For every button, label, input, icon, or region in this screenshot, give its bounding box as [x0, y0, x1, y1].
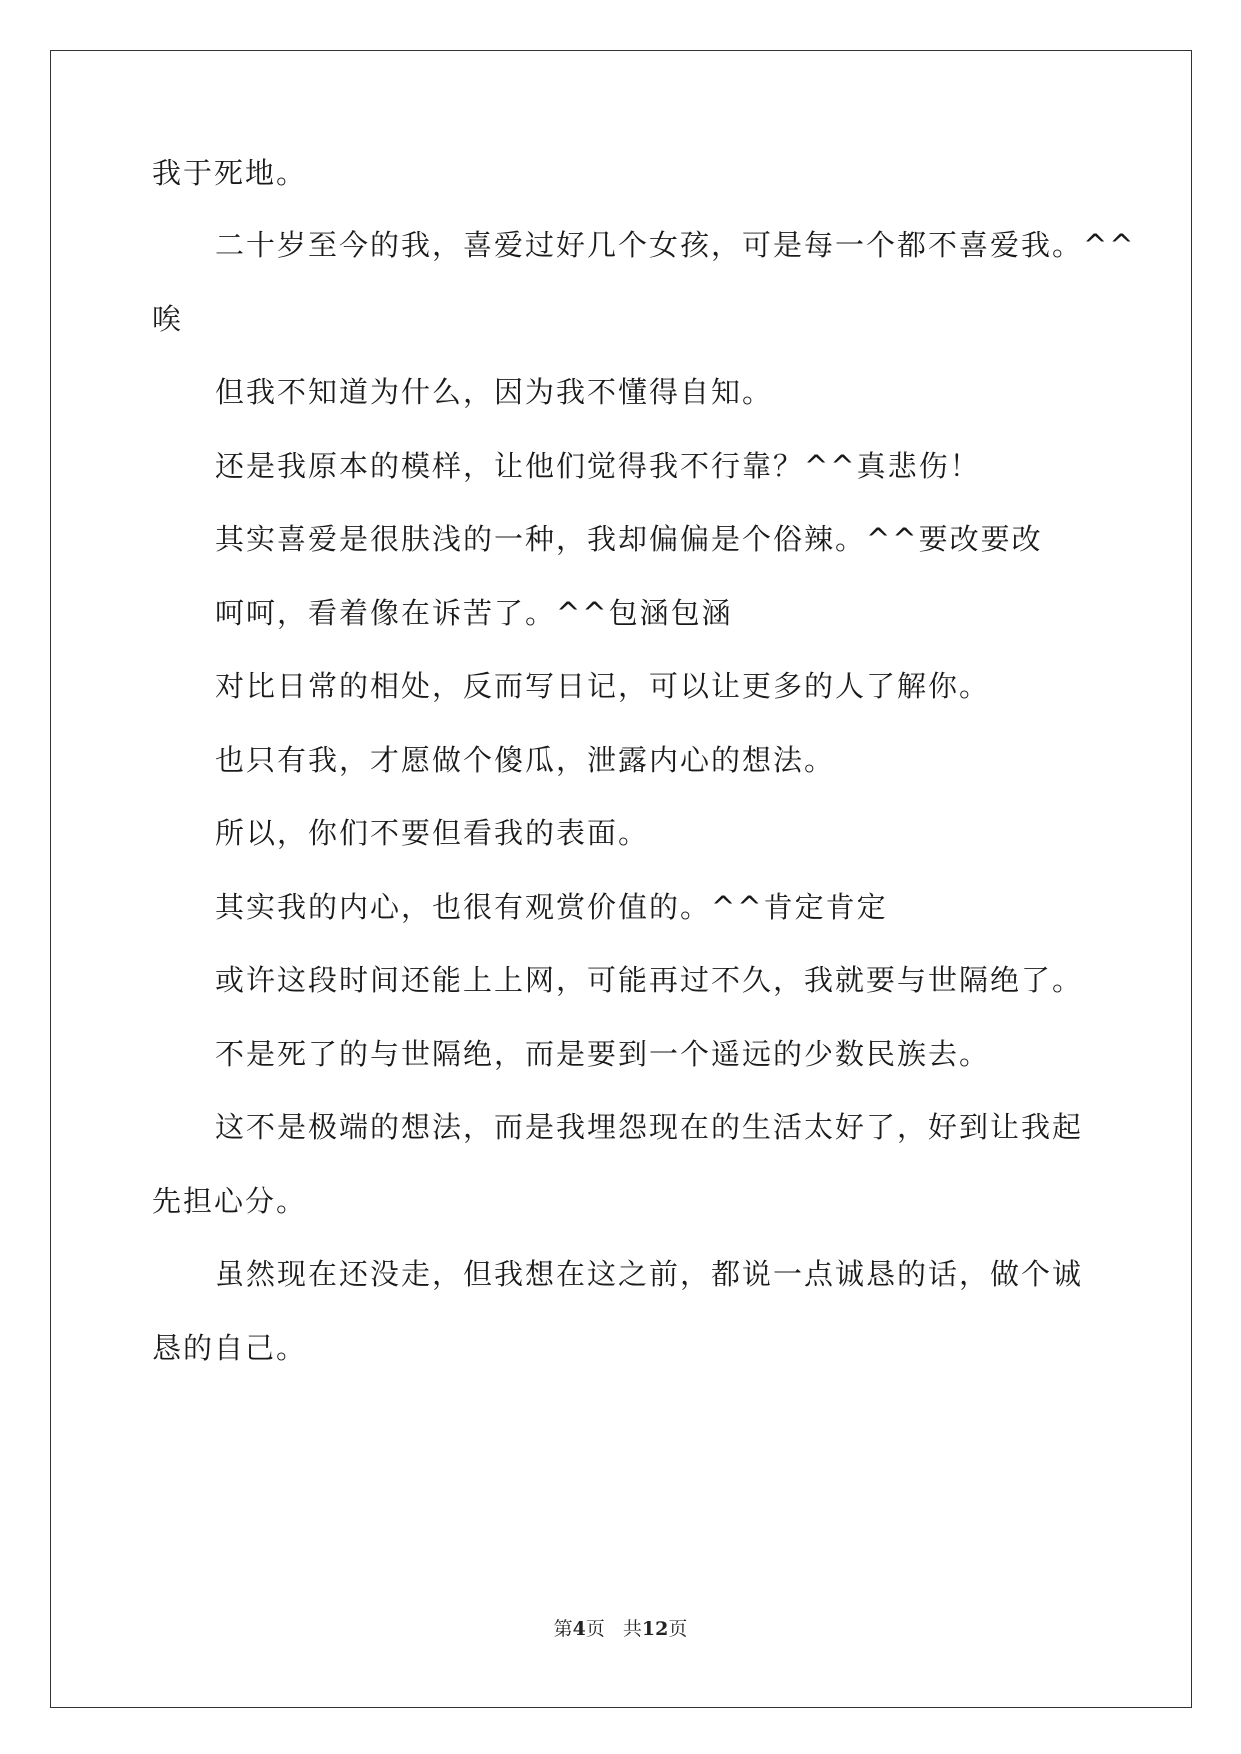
text-line: 先担心分。 [152, 1184, 308, 1218]
text-line: 二十岁至今的我，喜爱过好几个女孩，可是每一个都不喜爱我。^^ [215, 228, 1136, 262]
text-line: 其实喜爱是很肤浅的一种，我却偏偏是个俗辣。^^要改要改 [215, 522, 1043, 556]
page-footer [0, 1617, 1241, 1641]
page-suffix: 页 [585, 1618, 605, 1640]
text-line: 唉 [152, 302, 184, 336]
total-pages: 12 [641, 1618, 669, 1640]
text-line: 虽然现在还没走，但我想在这之前，都说一点诚恳的话，做个诚 [215, 1257, 1084, 1291]
total-suffix: 页 [668, 1618, 688, 1640]
text-line: 呵呵，看着像在诉苦了。^^包涵包涵 [215, 596, 733, 630]
page-prefix: 第 [553, 1618, 573, 1640]
total-prefix: 共 [622, 1618, 642, 1640]
text-line: 不是死了的与世隔绝，而是要到一个遥远的少数民族去。 [215, 1037, 991, 1071]
text-line: 或许这段时间还能上上网，可能再过不久，我就要与世隔绝了。 [215, 963, 1084, 997]
text-line: 所以，你们不要但看我的表面。 [215, 816, 650, 850]
text-line: 这不是极端的想法，而是我埋怨现在的生活太好了，好到让我起 [215, 1110, 1084, 1144]
page-number: 4 [572, 1618, 586, 1640]
text-line: 对比日常的相处，反而写日记，可以让更多的人了解你。 [215, 669, 991, 703]
page-border [50, 50, 1192, 1708]
text-line: 其实我的内心，也很有观赏价值的。^^肯定肯定 [215, 890, 888, 924]
text-line: 但我不知道为什么，因为我不懂得自知。 [215, 375, 774, 409]
text-line: 我于死地。 [152, 156, 308, 190]
text-line: 恳的自己。 [152, 1331, 308, 1365]
text-line: 也只有我，才愿做个傻瓜，泄露内心的想法。 [215, 743, 836, 777]
text-line: 还是我原本的模样，让他们觉得我不行靠？^^真悲伤！ [215, 449, 981, 483]
